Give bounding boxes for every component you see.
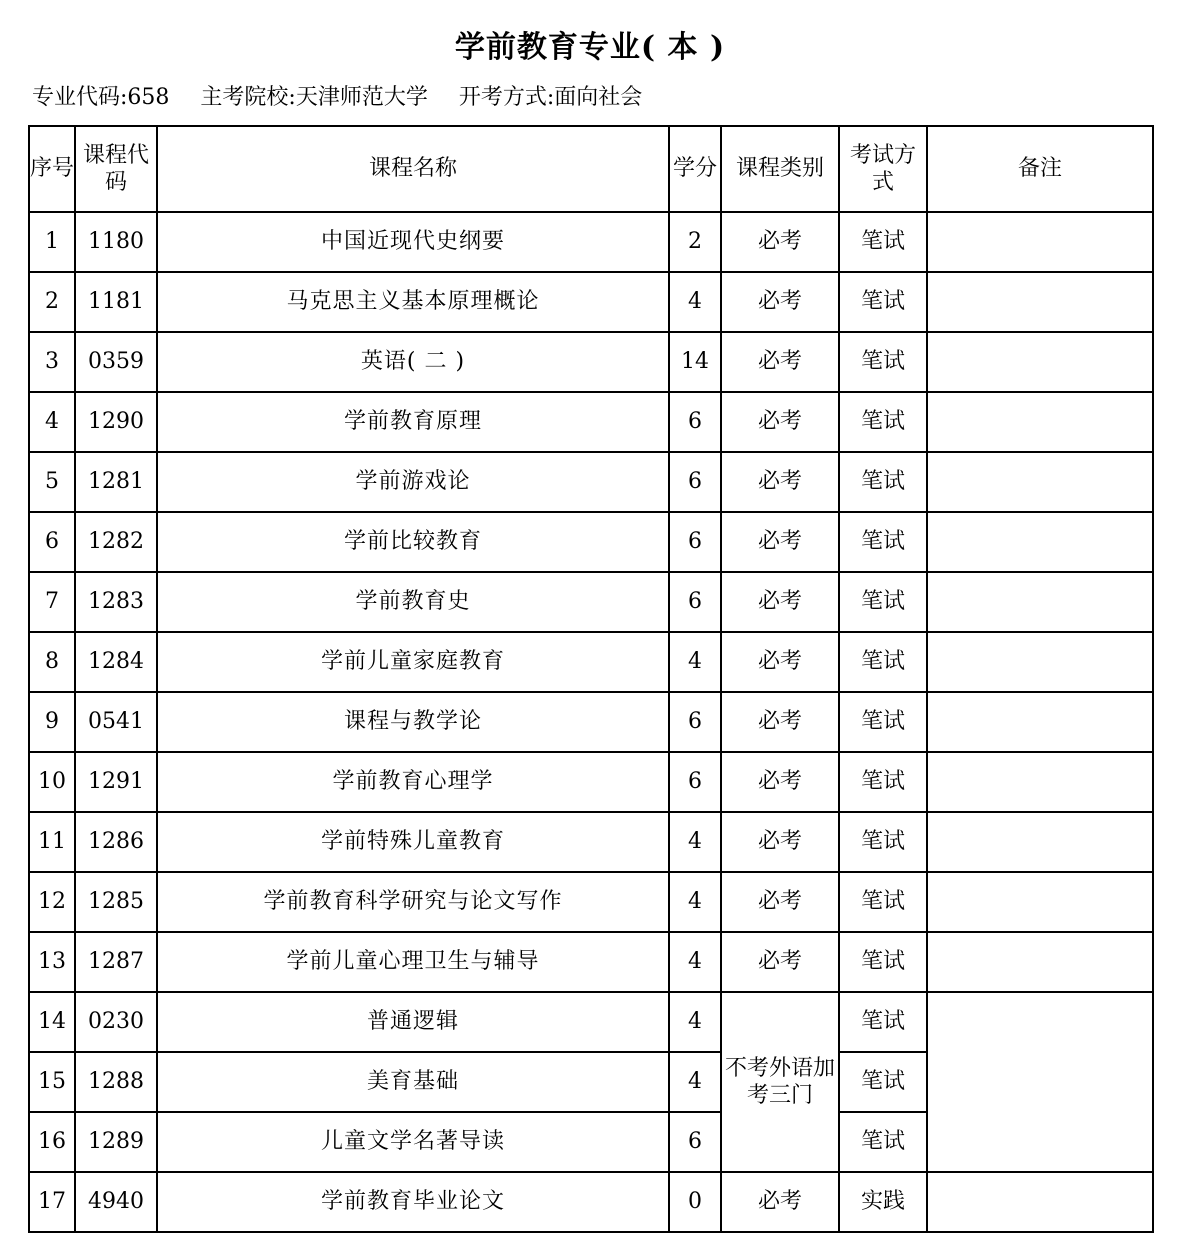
cell-name: 学前教育心理学 [157, 752, 669, 812]
cell-exam: 笔试 [839, 872, 927, 932]
document-meta [32, 80, 1180, 111]
meta-host-university: 主考院校:天津师范大学 [200, 85, 428, 110]
cell-note [927, 1172, 1153, 1232]
document-page [0, 22, 1180, 1252]
cell-name: 英语( 二 ) [157, 332, 669, 392]
header-credit: 学分 [669, 126, 721, 212]
cell-name: 中国近现代史纲要 [157, 212, 669, 272]
cell-exam: 实践 [839, 1172, 927, 1232]
cell-code: 1180 [75, 212, 157, 272]
cell-credit: 4 [669, 1052, 721, 1112]
cell-index: 1 [29, 212, 75, 272]
cell-code: 1291 [75, 752, 157, 812]
cell-index: 17 [29, 1172, 75, 1232]
cell-type: 必考 [721, 752, 839, 812]
cell-credit: 14 [669, 332, 721, 392]
header-exam: 考试方式 [839, 126, 927, 212]
cell-credit: 6 [669, 452, 721, 512]
cell-credit: 6 [669, 1112, 721, 1172]
cell-exam: 笔试 [839, 1112, 927, 1172]
cell-credit: 4 [669, 872, 721, 932]
table-header-row [29, 126, 1153, 212]
header-note: 备注 [927, 126, 1153, 212]
cell-index: 11 [29, 812, 75, 872]
cell-credit: 4 [669, 932, 721, 992]
table-row [29, 632, 1153, 692]
cell-exam: 笔试 [839, 632, 927, 692]
header-index: 序号 [29, 126, 75, 212]
cell-exam: 笔试 [839, 332, 927, 392]
cell-code: 1286 [75, 812, 157, 872]
cell-credit: 6 [669, 752, 721, 812]
table-header [29, 126, 1153, 212]
cell-exam: 笔试 [839, 992, 927, 1052]
table-row [29, 452, 1153, 512]
cell-exam: 笔试 [839, 752, 927, 812]
cell-credit: 6 [669, 392, 721, 452]
course-table [28, 125, 1154, 1233]
cell-name: 学前教育史 [157, 572, 669, 632]
cell-note [927, 932, 1153, 992]
cell-type: 必考 [721, 392, 839, 452]
cell-index: 9 [29, 692, 75, 752]
cell-index: 10 [29, 752, 75, 812]
cell-index: 8 [29, 632, 75, 692]
cell-type: 必考 [721, 692, 839, 752]
cell-code: 1283 [75, 572, 157, 632]
cell-type: 必考 [721, 872, 839, 932]
cell-type: 必考 [721, 272, 839, 332]
cell-index: 3 [29, 332, 75, 392]
table-row [29, 272, 1153, 332]
cell-exam: 笔试 [839, 212, 927, 272]
cell-note [927, 452, 1153, 512]
header-name: 课程名称 [157, 126, 669, 212]
cell-credit: 6 [669, 572, 721, 632]
cell-index: 5 [29, 452, 75, 512]
cell-note [927, 332, 1153, 392]
cell-note-merged [927, 992, 1153, 1172]
cell-index: 13 [29, 932, 75, 992]
table-row [29, 1172, 1153, 1232]
cell-credit: 4 [669, 992, 721, 1052]
cell-type: 必考 [721, 812, 839, 872]
cell-index: 14 [29, 992, 75, 1052]
table-row [29, 332, 1153, 392]
cell-code: 4940 [75, 1172, 157, 1232]
cell-type-merged: 不考外语加考三门 [721, 992, 839, 1172]
cell-credit: 4 [669, 632, 721, 692]
cell-note [927, 212, 1153, 272]
cell-code: 1281 [75, 452, 157, 512]
cell-note [927, 812, 1153, 872]
cell-name: 美育基础 [157, 1052, 669, 1112]
cell-index: 6 [29, 512, 75, 572]
cell-type: 必考 [721, 572, 839, 632]
cell-index: 4 [29, 392, 75, 452]
cell-index: 2 [29, 272, 75, 332]
cell-name: 学前教育毕业论文 [157, 1172, 669, 1232]
cell-name: 学前儿童家庭教育 [157, 632, 669, 692]
cell-note [927, 392, 1153, 452]
cell-credit: 4 [669, 812, 721, 872]
cell-code: 0230 [75, 992, 157, 1052]
cell-code: 1288 [75, 1052, 157, 1112]
meta-exam-mode: 开考方式:面向社会 [458, 85, 643, 110]
cell-exam: 笔试 [839, 692, 927, 752]
table-row [29, 572, 1153, 632]
table-row [29, 692, 1153, 752]
cell-name: 学前比较教育 [157, 512, 669, 572]
table-row [29, 512, 1153, 572]
cell-note [927, 512, 1153, 572]
cell-credit: 2 [669, 212, 721, 272]
cell-note [927, 272, 1153, 332]
table-row [29, 752, 1153, 812]
cell-code: 1285 [75, 872, 157, 932]
cell-code: 0541 [75, 692, 157, 752]
cell-type: 必考 [721, 332, 839, 392]
cell-exam: 笔试 [839, 272, 927, 332]
table-row [29, 812, 1153, 872]
cell-type: 必考 [721, 452, 839, 512]
cell-exam: 笔试 [839, 812, 927, 872]
cell-type: 必考 [721, 212, 839, 272]
cell-exam: 笔试 [839, 572, 927, 632]
header-type: 课程类别 [721, 126, 839, 212]
cell-index: 16 [29, 1112, 75, 1172]
cell-exam: 笔试 [839, 392, 927, 452]
table-row [29, 992, 1153, 1052]
cell-exam: 笔试 [839, 452, 927, 512]
cell-name: 学前教育科学研究与论文写作 [157, 872, 669, 932]
cell-exam: 笔试 [839, 932, 927, 992]
cell-name: 课程与教学论 [157, 692, 669, 752]
cell-name: 普通逻辑 [157, 992, 669, 1052]
table-row [29, 872, 1153, 932]
cell-name: 马克思主义基本原理概论 [157, 272, 669, 332]
cell-name: 学前教育原理 [157, 392, 669, 452]
table-row [29, 212, 1153, 272]
cell-code: 1289 [75, 1112, 157, 1172]
cell-name: 学前游戏论 [157, 452, 669, 512]
cell-type: 必考 [721, 632, 839, 692]
cell-code: 1290 [75, 392, 157, 452]
cell-credit: 0 [669, 1172, 721, 1232]
header-code: 课程代码 [75, 126, 157, 212]
cell-type: 必考 [721, 1172, 839, 1232]
page-title: 学前教育专业( 本 ) [454, 30, 726, 65]
cell-name: 学前儿童心理卫生与辅导 [157, 932, 669, 992]
cell-note [927, 692, 1153, 752]
table-row [29, 392, 1153, 452]
cell-exam: 笔试 [839, 512, 927, 572]
meta-major-code: 专业代码:658 [32, 85, 170, 110]
cell-note [927, 572, 1153, 632]
cell-index: 7 [29, 572, 75, 632]
cell-code: 1181 [75, 272, 157, 332]
table-body [29, 212, 1153, 1232]
cell-note [927, 632, 1153, 692]
cell-index: 15 [29, 1052, 75, 1112]
cell-name: 学前特殊儿童教育 [157, 812, 669, 872]
cell-note [927, 752, 1153, 812]
cell-exam: 笔试 [839, 1052, 927, 1112]
cell-credit: 6 [669, 692, 721, 752]
cell-code: 1284 [75, 632, 157, 692]
cell-credit: 6 [669, 512, 721, 572]
cell-index: 12 [29, 872, 75, 932]
cell-name: 儿童文学名著导读 [157, 1112, 669, 1172]
cell-credit: 4 [669, 272, 721, 332]
cell-code: 0359 [75, 332, 157, 392]
cell-note [927, 872, 1153, 932]
cell-type: 必考 [721, 932, 839, 992]
cell-code: 1282 [75, 512, 157, 572]
cell-type: 必考 [721, 512, 839, 572]
cell-code: 1287 [75, 932, 157, 992]
table-row [29, 932, 1153, 992]
